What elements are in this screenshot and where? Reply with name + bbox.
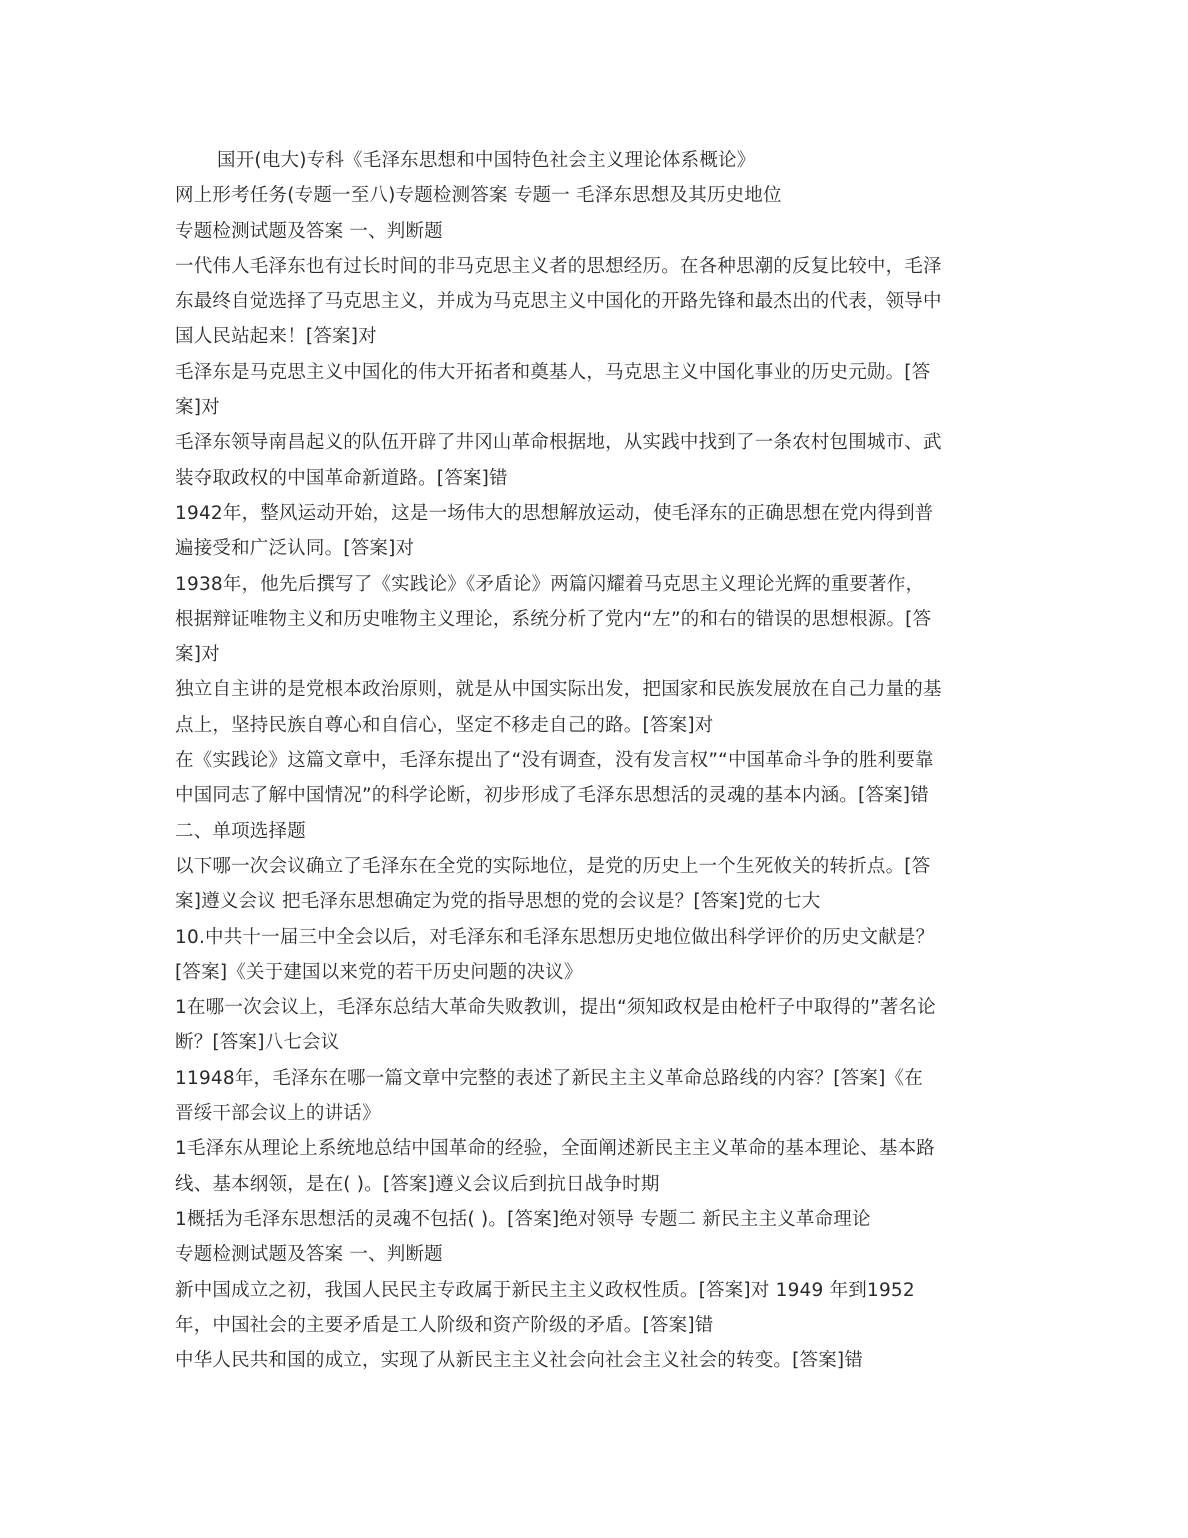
- text-line: 中国同志了解中国情况”的科学论断，初步形成了毛泽东思想活的灵魂的基本内涵。[答案]错: [175, 785, 929, 807]
- text-line: 1毛泽东从理论上系统地总结中国革命的经验，全面阐述新民主主义革命的基本理论、基本路: [175, 1138, 935, 1160]
- text-line: 晋绥干部会议上的讲话》: [175, 1103, 381, 1125]
- text-line: 以下哪一次会议确立了毛泽东在全党的实际地位，是党的历史上一个生死攸关的转折点。[答: [175, 855, 931, 877]
- text-line: 装夺取政权的中国革命新道路。[答案]错: [175, 467, 508, 489]
- text-line: 根据辩证唯物主义和历史唯物主义理论，系统分析了党内“左”的和右的错误的思想根源。[答: [175, 608, 932, 630]
- text-line: 毛泽东是马克思主义中国化的伟大开拓者和奠基人，马克思主义中国化事业的历史元勋。[答: [175, 361, 931, 383]
- text-line: 11948年，毛泽东在哪一篇文章中完整的表述了新民主主义革命总路线的内容？[答案]《在: [175, 1067, 923, 1089]
- text-line: 案]遵义会议 把毛泽东思想确定为党的指导思想的党的会议是？[答案]党的七大: [175, 891, 821, 913]
- text-line: 1938年，他先后撰写了《实践论》《矛盾论》两篇闪耀着马克思主义理论光辉的重要著作，: [175, 573, 925, 595]
- text-line: 年，中国社会的主要矛盾是工人阶级和资产阶级的矛盾。[答案]错: [175, 1314, 714, 1336]
- text-line: 案]对: [175, 397, 220, 419]
- section-heading: 专题检测试题及答案 一、判断题: [175, 220, 443, 242]
- text-line: 一代伟人毛泽东也有过长时间的非马克思主义者的思想经历。在各种思潮的反复比较中，毛泽: [175, 255, 942, 277]
- section-heading: 专题检测试题及答案 一、判断题: [175, 1244, 443, 1266]
- text-line: 毛泽东领导南昌起义的队伍开辟了井冈山革命根据地，从实践中找到了一条农村包围城市、武: [175, 432, 942, 454]
- text-line: 国人民站起来！[答案]对: [175, 326, 377, 348]
- text-line: 在《实践论》这篇文章中，毛泽东提出了“没有调查，没有发言权”“中国革命斗争的胜利要靠: [175, 750, 934, 772]
- text-line: 10.中共十一届三中全会以后，对毛泽东和毛泽东思想历史地位做出科学评价的历史文献是？: [175, 926, 935, 948]
- document-title-line-2: 网上形考任务(专题一至八)专题检测答案 专题一 毛泽东思想及其历史地位: [175, 185, 782, 207]
- text-line: 新中国成立之初，我国人民民主专政属于新民主主义政权性质。[答案]对 1949 年到1952: [175, 1279, 915, 1301]
- text-line: 断？[答案]八七会议: [175, 1032, 340, 1054]
- text-line: 独立自主讲的是党根本政治原则，就是从中国实际出发，把国家和民族发展放在自己力量的基: [175, 679, 942, 701]
- document-body: [175, 143, 1015, 1378]
- document-title-line-1: 国开(电大)专科《毛泽东思想和中国特色社会主义理论体系概论》: [217, 150, 756, 171]
- text-line: 案]对: [175, 644, 220, 666]
- text-line: 线、基本纲领，是在( )。[答案]遵义会议后到抗日战争时期: [175, 1173, 660, 1195]
- section-heading: 二、单项选择题: [175, 820, 306, 842]
- text-line: [答案]《关于建国以来党的若干历史问题的决议》: [175, 961, 583, 983]
- text-line: 点上，坚持民族自尊心和自信心，坚定不移走自己的路。[答案]对: [175, 714, 714, 736]
- text-line: 东最终自觉选择了马克思主义，并成为马克思主义中国化的开路先锋和最杰出的代表，领导中: [175, 291, 942, 313]
- text-line: 1942年，整风运动开始，这是一场伟大的思想解放运动，使毛泽东的正确思想在党内得到普: [175, 502, 934, 524]
- text-line: 1在哪一次会议上，毛泽东总结大革命失败教训，提出“须知政权是由枪杆子中取得的”著名论: [175, 997, 936, 1019]
- text-line: 1概括为毛泽东思想活的灵魂不包括( )。[答案]绝对领导 专题二 新民主主义革命理论: [175, 1208, 871, 1230]
- text-line: 中华人民共和国的成立，实现了从新民主主义社会向社会主义社会的转变。[答案]错: [175, 1350, 864, 1372]
- text-line: 遍接受和广泛认同。[答案]对: [175, 538, 415, 560]
